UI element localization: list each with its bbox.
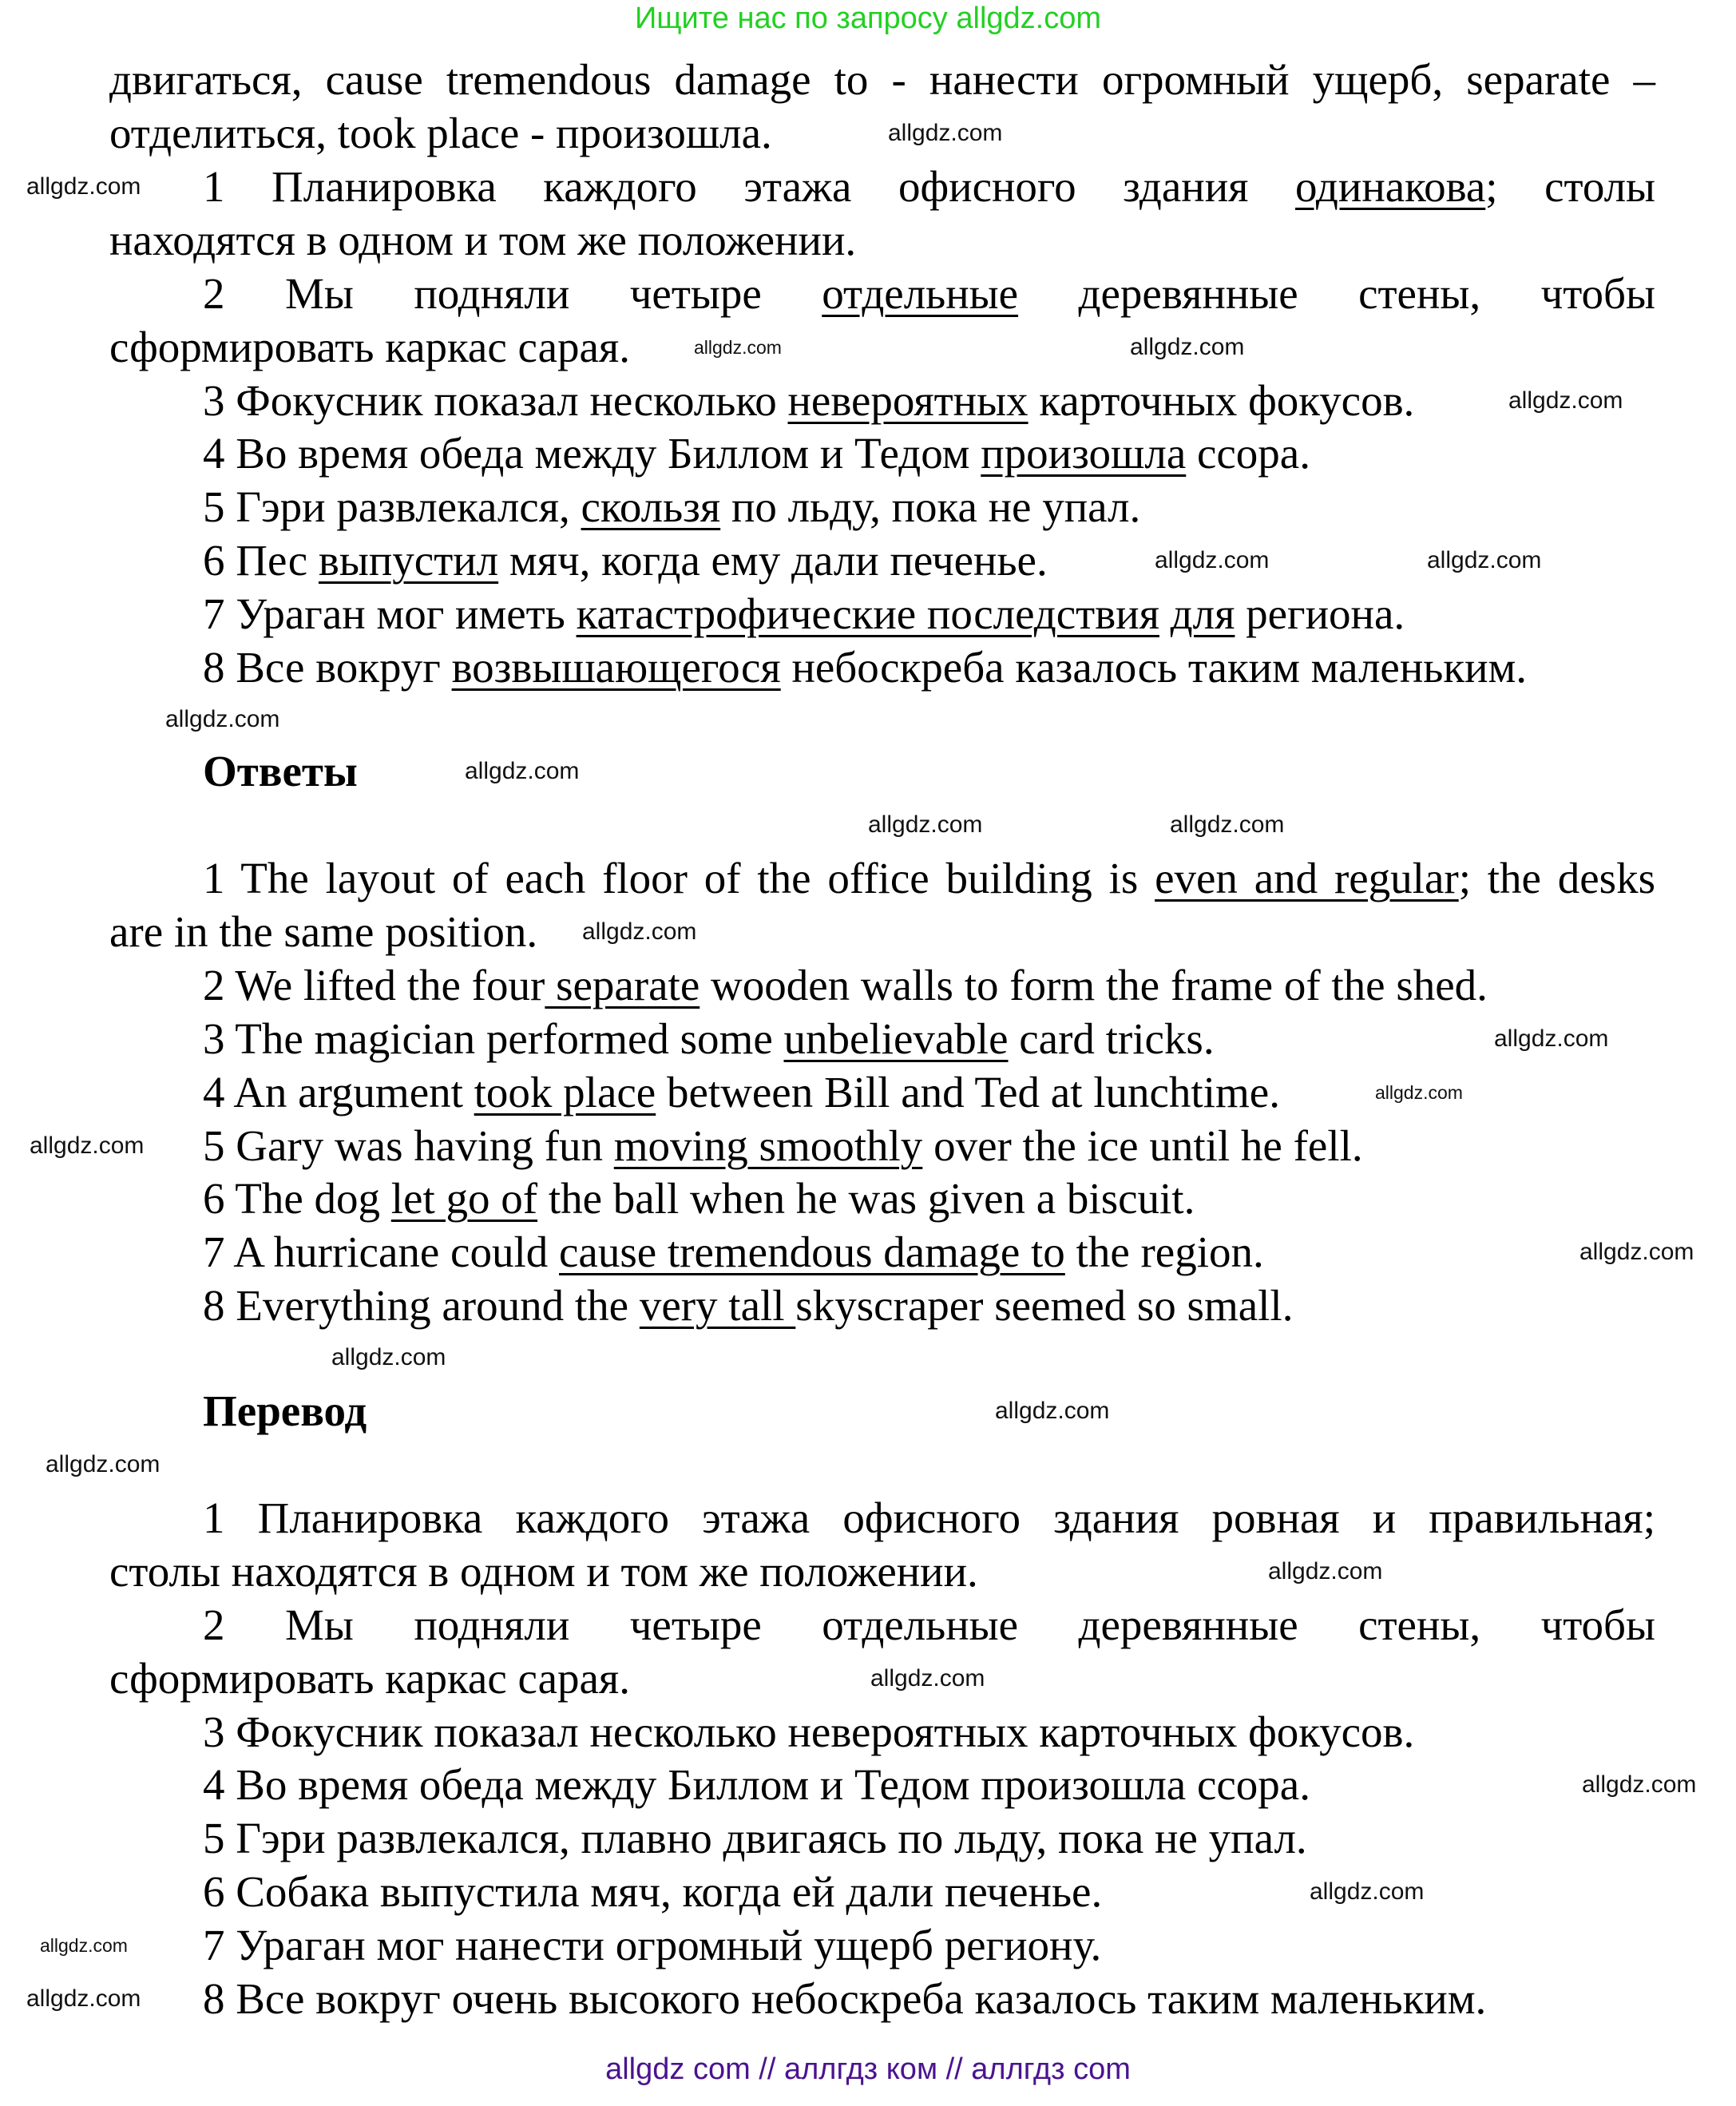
text-segment: 7 A hurricane could [203, 1228, 559, 1276]
header-banner: Ищите нас по запросу allgdz.com [634, 2, 1101, 35]
text-segment: 1 Планировка каждого этажа офисного здания [203, 162, 1295, 211]
underlined-phrase: moving smoothly [613, 1121, 923, 1170]
underlined-phrase: катастрофические последствия [576, 589, 1159, 638]
text-line [203, 1492, 1655, 1545]
text-segment: небоскреба казалось таким маленьким. [780, 643, 1528, 692]
watermark-text: allgdz.com [1268, 1558, 1383, 1584]
watermark-text: allgdz.com [1508, 387, 1623, 414]
watermark-text: allgdz.com [165, 706, 280, 732]
text-line [203, 1226, 1264, 1279]
text-line [109, 54, 1655, 106]
text-segment: ; the desks [1458, 854, 1655, 902]
text-segment: 8 Everything around the [203, 1281, 640, 1330]
watermark-text: allgdz.com [1582, 1771, 1697, 1798]
section-heading [203, 1385, 367, 1438]
text-line [109, 1652, 630, 1705]
text-segment: 6 The dog [203, 1174, 391, 1223]
text-line [203, 1066, 1280, 1119]
underlined-phrase: even and regular [1155, 854, 1459, 902]
text-segment: the region. [1064, 1228, 1264, 1276]
text-line [203, 481, 1140, 533]
text-segment: 6 Собака выпустила мяч, когда ей дали печенье. [203, 1867, 1103, 1916]
text-line [203, 1919, 1101, 1972]
text-segment: between Bill and Ted at lunchtime. [656, 1068, 1280, 1116]
text-line [203, 1013, 1215, 1065]
text-segment: 7 Ураган мог иметь [203, 589, 577, 638]
watermark-text: allgdz.com [26, 173, 141, 200]
watermark-text: allgdz.com [1579, 1239, 1694, 1265]
underlined-phrase: let go of [390, 1174, 538, 1223]
watermark-text: allgdz.com [40, 1935, 128, 1956]
watermark-text: allgdz.com [1494, 1025, 1609, 1052]
text-segment: 1 Планировка каждого этажа офисного здания ровная и правильная; [203, 1493, 1655, 1542]
text-line [203, 427, 1310, 480]
text-segment: отделиться, took place - произошла. [109, 109, 772, 157]
text-line [203, 1866, 1102, 1918]
watermark-text: allgdz.com [26, 1985, 141, 2012]
watermark-text: allgdz.com [1427, 547, 1542, 573]
text-segment: 2 Мы подняли четыре [203, 269, 822, 318]
text-segment: 5 Гэри развлекался, [203, 482, 581, 531]
text-segment: ссора. [1186, 429, 1310, 478]
text-segment: находятся в одном и том же положении. [109, 216, 857, 264]
text-line [203, 161, 1655, 213]
underlined-phrase: произошла [981, 429, 1187, 478]
watermark-text: allgdz.com [465, 758, 580, 784]
text-segment: столы находятся в одном и том же положении. [109, 1547, 978, 1596]
text-segment: wooden walls to form the frame of the shed. [700, 961, 1488, 1009]
text-segment: card tricks. [1008, 1014, 1215, 1063]
text-segment: 4 Во время обеда между Биллом и Тедом [203, 429, 981, 478]
text-line [203, 268, 1655, 320]
text-line [203, 1973, 1486, 2025]
text-segment: are in the same position. [109, 907, 538, 956]
text-line [109, 321, 630, 374]
text-line [203, 1172, 1195, 1225]
watermark-text: allgdz.com [1170, 811, 1285, 838]
footer-banner: allgdz com // аллгдз ком // аллгдз com [605, 2052, 1131, 2086]
watermark-text: allgdz.com [870, 1665, 985, 1692]
text-segment: 5 Gary was having fun [203, 1121, 614, 1170]
underlined-phrase: невероятных [787, 376, 1029, 425]
text-segment: деревянные стены, чтобы [1018, 269, 1655, 318]
text-segment: 1 The layout of each floor of the office building is [203, 854, 1155, 902]
underlined-phrase: для [1170, 589, 1235, 638]
watermark-text: allgdz.com [331, 1344, 446, 1370]
watermark-text: allgdz.com [694, 337, 782, 358]
text-line [203, 641, 1527, 694]
text-line [203, 375, 1414, 427]
text-segment: 3 The magician performed some [203, 1014, 784, 1063]
text-line [109, 906, 537, 958]
underlined-phrase: very tall [639, 1281, 796, 1330]
text-segment: 8 Все вокруг [203, 643, 452, 692]
text-segment: 3 Фокусник показал несколько [203, 376, 788, 425]
watermark-text: allgdz.com [1375, 1082, 1463, 1103]
text-segment: 5 Гэри развлекался, плавно двигаясь по льду, пока не упал. [203, 1814, 1307, 1862]
underlined-phrase: cause tremendous damage to [559, 1228, 1065, 1276]
watermark-text: allgdz.com [868, 811, 983, 838]
underlined-phrase: возвышающегося [451, 643, 781, 692]
text-segment: мяч, когда ему дали печенье. [498, 536, 1048, 585]
text-segment: the ball when he was given a biscuit. [537, 1174, 1195, 1223]
watermark-text: allgdz.com [46, 1451, 161, 1477]
watermark-text: allgdz.com [995, 1398, 1110, 1424]
text-segment: over the ice until he fell. [922, 1121, 1363, 1170]
underlined-phrase: unbelievable [783, 1014, 1009, 1063]
text-segment: 2 Мы подняли четыре отдельные деревянные стены, чтобы [203, 1600, 1655, 1649]
underlined-phrase: separate [545, 961, 700, 1009]
text-segment: skyscraper seemed so small. [795, 1281, 1294, 1330]
text-segment: 2 We lifted the four [203, 961, 545, 1009]
text-line [203, 1279, 1293, 1332]
text-segment: ; столы [1485, 162, 1655, 211]
text-segment: Ответы [203, 747, 358, 795]
text-line [203, 1706, 1414, 1759]
watermark-text: allgdz.com [1310, 1878, 1425, 1905]
text-segment: двигаться, cause tremendous damage to - нанести огромный ущерб, separate – [109, 55, 1655, 104]
text-line [203, 588, 1405, 641]
text-segment: 3 Фокусник показал несколько невероятных карточных фокусов. [203, 1707, 1415, 1756]
text-line [203, 534, 1048, 587]
text-line [203, 1599, 1655, 1652]
text-segment [1159, 589, 1171, 638]
text-line [109, 214, 856, 267]
text-segment: по льду, пока не упал. [720, 482, 1141, 531]
text-segment: 8 Все вокруг очень высокого небоскреба казалось таким маленьким. [203, 1974, 1487, 2023]
text-segment: 4 Во время обеда между Биллом и Тедом произошла ссора. [203, 1760, 1310, 1809]
text-segment: 7 Ураган мог нанести огромный ущерб региону. [203, 1921, 1102, 1969]
text-line [203, 959, 1488, 1012]
text-line [203, 1812, 1307, 1865]
text-segment: сформировать каркас сарая. [109, 323, 630, 371]
text-segment: региона. [1235, 589, 1405, 638]
underlined-phrase: выпустил [318, 536, 499, 585]
watermark-text: allgdz.com [30, 1132, 145, 1159]
underlined-phrase: скользя [581, 482, 721, 531]
text-segment: Перевод [203, 1386, 367, 1435]
watermark-text: allgdz.com [1130, 334, 1245, 360]
watermark-text: allgdz.com [1155, 547, 1270, 573]
text-line [203, 852, 1655, 905]
section-heading [203, 745, 358, 798]
text-segment: 4 An argument [203, 1068, 474, 1116]
text-line [109, 107, 772, 160]
text-line [203, 1120, 1363, 1172]
text-line [203, 1759, 1310, 1811]
underlined-phrase: одинакова [1295, 162, 1486, 211]
underlined-phrase: отдельные [822, 269, 1019, 318]
text-segment: карточных фокусов. [1028, 376, 1415, 425]
text-segment: сформировать каркас сарая. [109, 1654, 630, 1703]
watermark-text: allgdz.com [582, 918, 697, 945]
text-segment: 6 Пес [203, 536, 319, 585]
watermark-text: allgdz.com [888, 120, 1003, 146]
underlined-phrase: took place [474, 1068, 656, 1116]
text-line [109, 1545, 978, 1598]
